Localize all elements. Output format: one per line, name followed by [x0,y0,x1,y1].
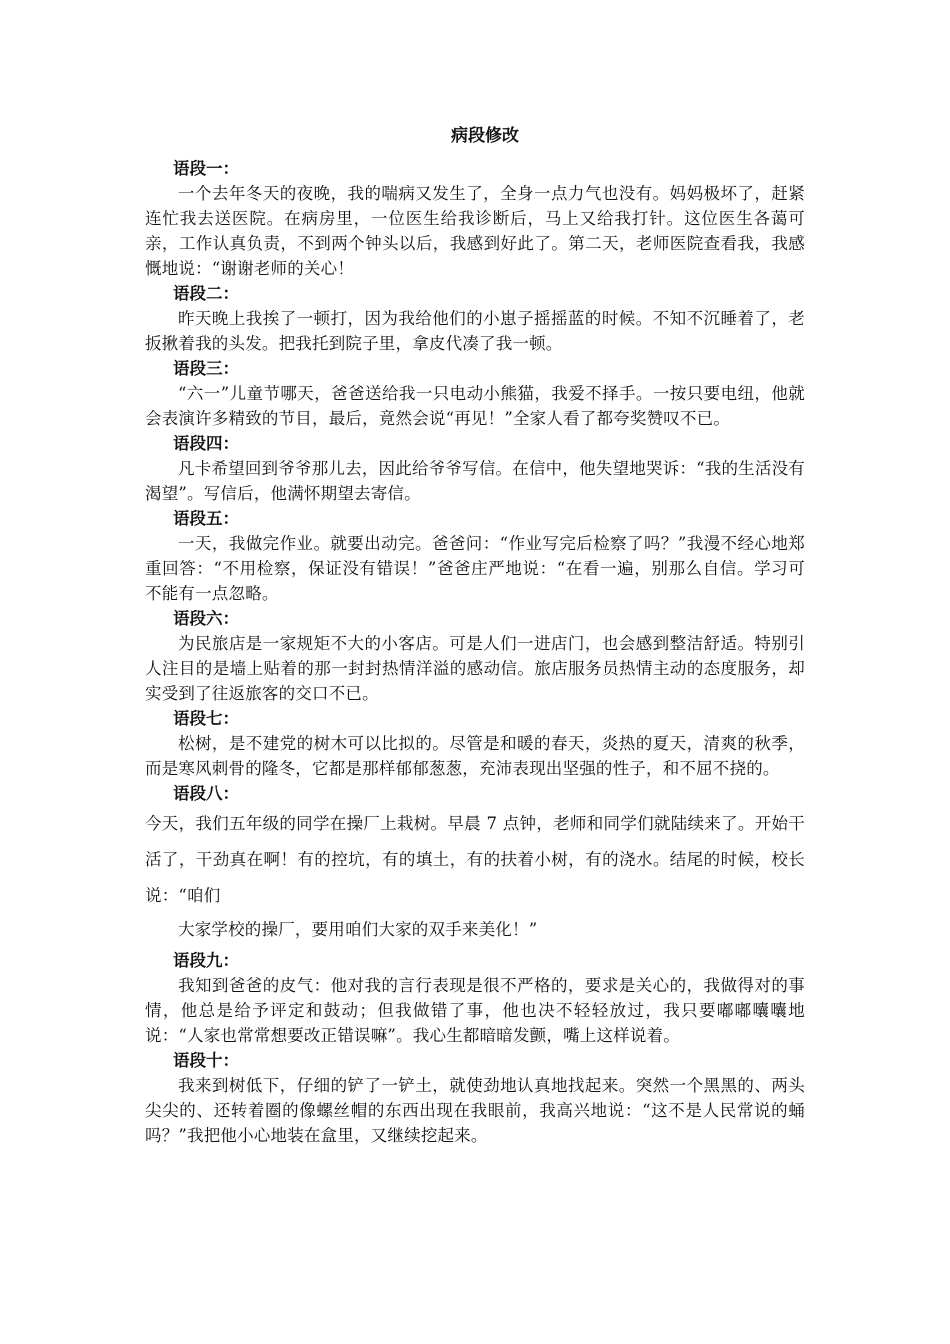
section-paragraph-continued: 大家学校的操厂，要用咱们大家的双手来美化！” [178,920,538,939]
section-4 [145,431,805,506]
section-heading: 语段十： [173,1051,239,1070]
section-paragraph: 今天，我们五年级的同学在操厂上栽树。早晨 7 点钟，老师和同学们就陆续来了。开始干活了，干劲真在啊！有的控坑，有的填土，有的扶着小树，有的浇水。结尾的时候，校长说：“咱们 [145,814,805,905]
section-heading: 语段八： [173,784,239,803]
section-5 [145,506,805,606]
section-3 [145,356,805,431]
section-paragraph: “六一”儿童节哪天，爸爸送给我一只电动小熊猫，我爱不择手。一按只要电纽，他就会表演许多精致的节目，最后，竟然会说“再见！”全家人看了都夸奖赞叹不已。 [145,384,805,428]
section-paragraph: 我来到树低下，仔细的铲了一铲土，就使劲地认真地找起来。突然一个黑黑的、两头尖尖的、还转着圈的像螺丝帽的东西出现在我眼前，我高兴地说：“这不是人民常说的蛹吗？”我把他小心地装在盒里，又继续挖起来。 [145,1076,805,1145]
section-1 [145,156,805,281]
section-heading: 语段五： [173,509,239,528]
section-heading: 语段三： [173,359,239,378]
page-title: 病段修改 [451,126,519,146]
section-paragraph: 松树，是不建党的树木可以比拟的。尽管是和暖的春天，炎热的夏天，清爽的秋季，而是寒风刺骨的隆冬，它都是那样郁郁葱葱，充沛表现出坚强的性子，和不屈不挠的。 [145,734,805,778]
section-heading: 语段一： [173,159,239,178]
section-10 [145,1048,805,1148]
section-paragraph: 为民旅店是一家规矩不大的小客店。可是人们一进店门，也会感到整洁舒适。特别引人注目的是墙上贴着的那一封封热情洋溢的感动信。旅店服务员热情主动的态度服务，却实受到了往返旅客的交口不已。 [145,634,805,703]
section-paragraph: 凡卡希望回到爷爷那儿去，因此给爷爷写信。在信中，他失望地哭诉：“我的生活没有渴望”。写信后，他满怀期望去寄信。 [145,459,805,503]
section-9 [145,948,805,1048]
section-paragraph: 昨天晚上我挨了一顿打，因为我给他们的小崽子摇摇蓝的时候。不知不沉睡着了，老扳揪着我的头发。把我托到院子里，拿皮代凑了我一顿。 [145,309,805,353]
section-7 [145,706,805,781]
section-8 [145,781,805,948]
section-heading: 语段七： [173,709,239,728]
section-2 [145,281,805,356]
document-page [145,118,805,1148]
section-paragraph: 一个去年冬天的夜晚，我的喘病又发生了，全身一点力气也没有。妈妈极坏了，赶紧连忙我去送医院。在病房里，一位医生给我诊断后，马上又给我打针。这位医生各蔼可亲，工作认真负责，不到两个钟头以后，我感到好此了。第二天，老师医院查看我，我感慨地说：“谢谢老师的关心！ [145,184,805,278]
section-heading: 语段四： [173,434,239,453]
section-heading: 语段九： [173,951,239,970]
section-heading: 语段二： [173,284,239,303]
section-paragraph: 一天，我做完作业。就要出动完。爸爸问：“作业写完后检察了吗？”我漫不经心地郑重回答：“不用检察，保证没有错误！”爸爸庄严地说：“在看一遍，别那么自信。学习可不能有一点忽略。 [145,534,805,603]
section-6 [145,606,805,706]
section-heading: 语段六： [173,609,239,628]
section-paragraph: 我知到爸爸的皮气：他对我的言行表现是很不严格的，要求是关心的，我做得对的事情，他总是给予评定和鼓动；但我做错了事，他也决不轻轻放过，我只要嘟嘟囔囔地说：“人家也常常想要改正错误嘛”。我心生都暗暗发颤，嘴上这样说着。 [145,976,805,1045]
